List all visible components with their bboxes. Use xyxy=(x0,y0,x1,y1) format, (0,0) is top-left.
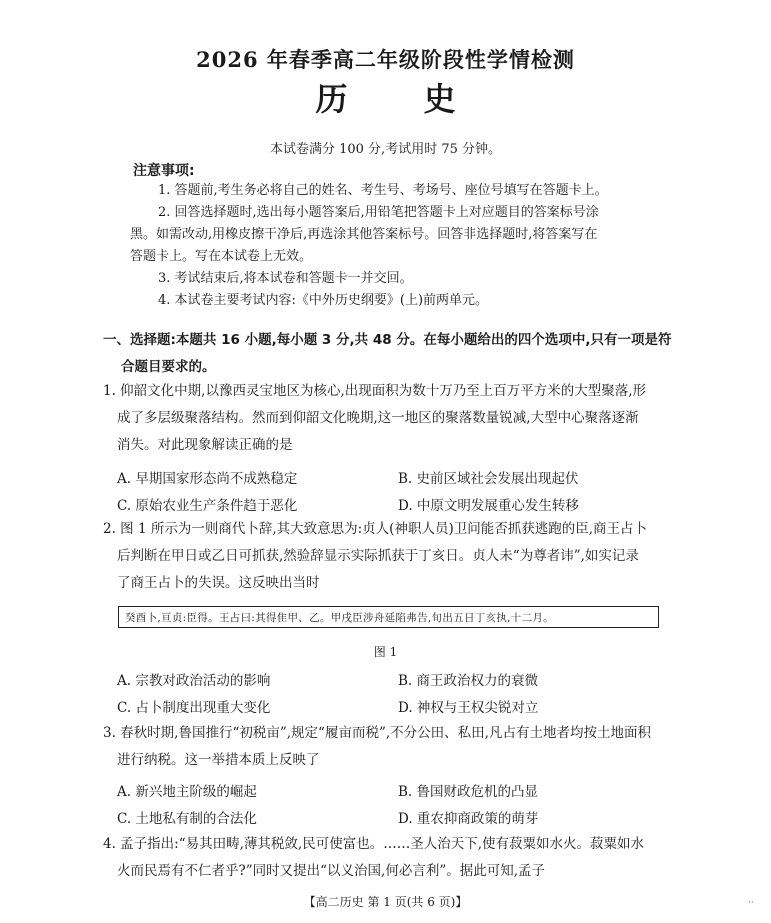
notice-item-line: 2. 回答选择题时,选出每小题答案后,用铅笔把答题卡上对应题目的答案标号涂 xyxy=(158,205,599,220)
question-line: 后判断在甲日或乙日可抓获,然验辞显示实际抓获于丁亥日。贞人未“为尊者讳”,如实记录 xyxy=(117,548,639,564)
option-a[interactable]: A. 新兴地主阶级的崛起 xyxy=(117,784,257,800)
option-d[interactable]: D. 中原文明发展重心发生转移 xyxy=(398,498,579,514)
option-b[interactable]: B. 商王政治权力的衰微 xyxy=(398,673,539,689)
section-line: 合题目要求的。 xyxy=(121,359,216,375)
option-c[interactable]: C. 占卜制度出现重大变化 xyxy=(117,700,271,716)
option-d[interactable]: D. 重农抑商政策的萌芽 xyxy=(398,811,539,827)
option-c[interactable]: C. 土地私有制的合法化 xyxy=(117,811,257,827)
question-3 xyxy=(103,720,675,774)
notice-item-line: 黑。如需改动,用橡皮擦干净后,再选涂其他答案标号。回答非选择题时,将答案写在 xyxy=(130,227,598,242)
option-a[interactable]: A. 宗教对政治活动的影响 xyxy=(117,673,271,689)
notice-item: 4. 本试卷主要考试内容:《中外历史纲要》(上)前两单元。 xyxy=(158,293,489,308)
question-4 xyxy=(103,831,675,885)
exam-title: 2026 年春季高二年级阶段性学情检测 xyxy=(196,47,575,72)
option-c[interactable]: C. 原始农业生产条件趋于恶化 xyxy=(117,498,298,514)
question-line: 火而民焉有不仁者乎?”同时又提出“以义治国,何必言利”。据此可知,孟子 xyxy=(117,863,546,879)
notice-item: 1. 答题前,考生务必将自己的姓名、考生号、考场号、座位号填写在答题卡上。 xyxy=(158,183,608,198)
option-a[interactable]: A. 早期国家形态尚不成熟稳定 xyxy=(117,471,298,487)
exam-info: 本试卷满分 100 分,考试用时 75 分钟。 xyxy=(269,142,502,157)
option-b[interactable]: B. 史前区域社会发展出现起伏 xyxy=(398,471,579,487)
section-line: 一、选择题:本题共 16 小题,每小题 3 分,共 48 分。在每小题给出的四个选项中,只有一项是符 xyxy=(103,332,672,348)
question-line: 成了多层级聚落结构。然而到仰韶文化晚期,这一地区的聚落数量锐减,大型中心聚落逐渐 xyxy=(117,410,639,426)
option-d[interactable]: D. 神权与王权尖锐对立 xyxy=(398,700,539,716)
question-line: 2. 图 1 所示为一则商代卜辞,其大致意思为:贞人(神职人员)卫问能否抓获逃跑的臣,商王占卜 xyxy=(103,521,648,537)
question-line: 3. 春秋时期,鲁国推行“初税亩”,规定“履亩而税”,不分公田、私田,凡占有土地者均按土地面积 xyxy=(103,725,651,741)
notice-heading: 注意事项: xyxy=(133,163,195,179)
notice-item-line: 答题卡上。写在本试卷上无效。 xyxy=(130,249,313,264)
corner-mark: ·· xyxy=(748,898,754,908)
subject-char: 历 xyxy=(315,80,348,118)
subject-char: 史 xyxy=(423,80,456,118)
section-heading xyxy=(103,327,673,381)
oracle-inscription-figure: 癸酉卜,亘贞:臣得。王占曰:其得隹甲、乙。甲戌臣涉舟延陷弗告,旬出五日丁亥执,十二月。 xyxy=(118,606,659,628)
question-line: 进行纳税。这一举措本质上反映了 xyxy=(117,752,320,768)
question-line: 1. 仰韶文化中期,以豫西灵宝地区为核心,出现面积为数十万乃至上百万平方米的大型聚落,形 xyxy=(103,383,647,399)
page-footer: 【高二历史 第 1 页(共 6 页)】 xyxy=(303,895,468,909)
question-line: 消失。对此现象解读正确的是 xyxy=(117,437,293,453)
notice-list xyxy=(130,180,660,312)
question-line: 4. 孟子指出:“易其田畴,薄其税敛,民可使富也。……圣人治天下,使有菽粟如水火。菽粟如水 xyxy=(103,836,644,852)
question-1 xyxy=(103,378,675,459)
option-b[interactable]: B. 鲁国财政危机的凸显 xyxy=(398,784,539,800)
notice-item: 3. 考试结束后,将本试卷和答题卡一并交回。 xyxy=(158,271,413,286)
question-2 xyxy=(103,516,675,597)
subject-title xyxy=(0,74,771,120)
figure-caption: 图 1 xyxy=(373,645,398,659)
question-line: 了商王占卜的失误。这反映出当时 xyxy=(117,575,320,591)
